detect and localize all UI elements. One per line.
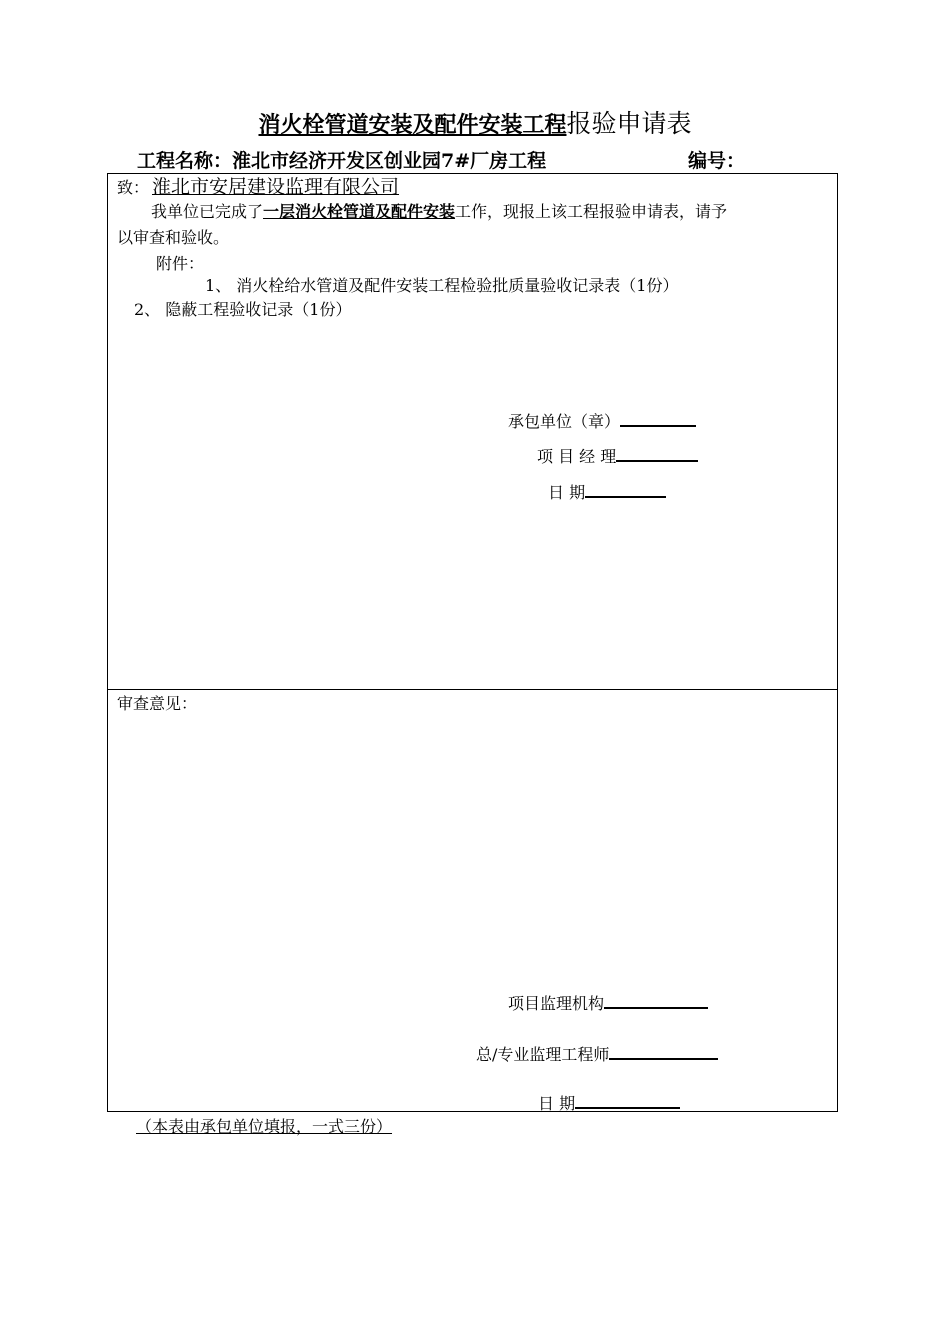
attachment-item-2: 2、 隐蔽工程验收记录（1份） <box>134 300 352 319</box>
form-title <box>0 108 950 141</box>
contractor-unit-label: 承包单位（章） <box>508 412 621 431</box>
supervising-engineer-blank <box>609 1042 718 1060</box>
review-date-label: 日 期 <box>538 1094 576 1113</box>
project-name-line: 工程名称：淮北市经济开发区创业园7#厂房工程 <box>137 150 547 172</box>
form-footnote: （本表由承包单位填报，一式三份） <box>136 1117 393 1136</box>
contractor-unit-signature <box>508 409 696 433</box>
review-date-blank <box>575 1091 680 1109</box>
contractor-date-signature <box>548 480 666 504</box>
supervising-engineer-signature <box>476 1042 718 1066</box>
review-opinion-label: 审查意见： <box>117 694 198 713</box>
supervision-org-signature <box>508 991 708 1015</box>
supervision-org-label: 项目监理机构 <box>508 994 605 1013</box>
recipient-name: 淮北市安居建设监理有限公司 <box>152 176 400 198</box>
attachments-label: 附件： <box>156 254 205 273</box>
application-statement <box>151 201 727 223</box>
statement-suffix: 工作，现报上该工程报验申请表，请予 <box>455 202 728 221</box>
statement-continuation: 以审查和验收。 <box>117 228 230 247</box>
supervision-org-blank <box>604 991 708 1009</box>
completed-work: 一层消火栓管道及配件安装 <box>263 202 456 221</box>
recipient-label: 致： <box>117 178 150 197</box>
form-title-subject: 消火栓管道安装及配件安装工程 <box>258 112 567 138</box>
project-manager-signature <box>537 444 698 468</box>
contractor-date-blank <box>585 480 666 498</box>
form-code-label: 编号： <box>688 150 746 172</box>
review-date-signature <box>538 1091 680 1115</box>
contractor-date-label: 日 期 <box>548 483 586 502</box>
form-title-type: 报验申请表 <box>566 109 692 138</box>
form-section-divider <box>107 689 838 690</box>
contractor-unit-blank <box>620 409 696 427</box>
statement-prefix: 我单位已完成了 <box>151 202 264 221</box>
attachment-item-1: 1、 消火栓给水管道及配件安装工程检验批质量验收记录表（1份） <box>205 276 679 295</box>
project-manager-blank <box>616 444 698 462</box>
project-manager-label: 项 目 经 理 <box>537 447 617 466</box>
supervising-engineer-label: 总/专业监理工程师 <box>476 1045 610 1064</box>
